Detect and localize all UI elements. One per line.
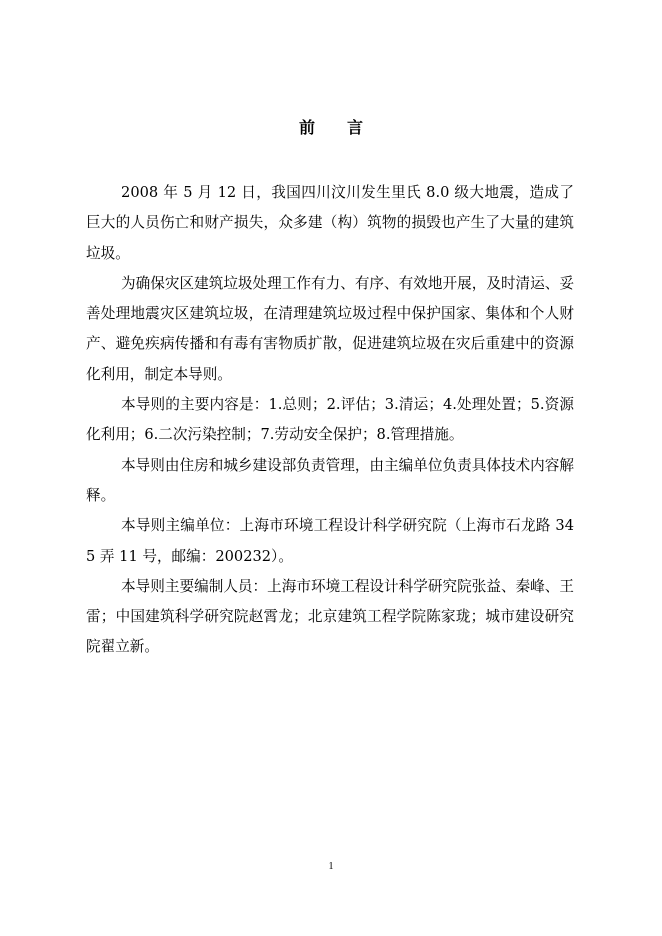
- paragraph-main-contents: 本导则的主要内容是：1.总则；2.评估；3.清运；4.处理处置；5.资源化利用；6.二次污染控制；7.劳动安全保护；8.管理措施。: [86, 396, 574, 444]
- document-body: [86, 178, 574, 663]
- paragraph-chief-editor-unit: 本导则主编单位：上海市环境工程设计科学研究院（上海市石龙路 345 弄 11 号，邮编：200232）。: [86, 517, 574, 565]
- paragraph-management: 本导则由住房和城乡建设部负责管理，由主编单位负责具体技术内容解释。: [86, 456, 574, 504]
- paragraph-purpose: 为确保灾区建筑垃圾处理工作有力、有序、有效地开展，及时清运、妥善处理地震灾区建筑垃圾，在清理建筑垃圾过程中保护国家、集体和个人财产、避免疾病传播和有毒有害物质扩散，促进建筑垃圾在灾后重建中的资源化利用，制定本导则。: [86, 274, 574, 383]
- page-number: 1: [328, 861, 334, 872]
- page-title: 前 言: [298, 118, 363, 137]
- paragraph-earthquake-background: 2008 年 5 月 12 日，我国四川汶川发生里氏 8.0 级大地震，造成了巨大的人员伤亡和财产损失，众多建（构）筑物的损毁也产生了大量的建筑垃圾。: [86, 184, 574, 262]
- paragraph-drafting-staff: 本导则主要编制人员：上海市环境工程设计科学研究院张益、秦峰、王雷；中国建筑科学研究院赵霄龙；北京建筑工程学院陈家珑；城市建设研究院翟立新。: [86, 577, 574, 656]
